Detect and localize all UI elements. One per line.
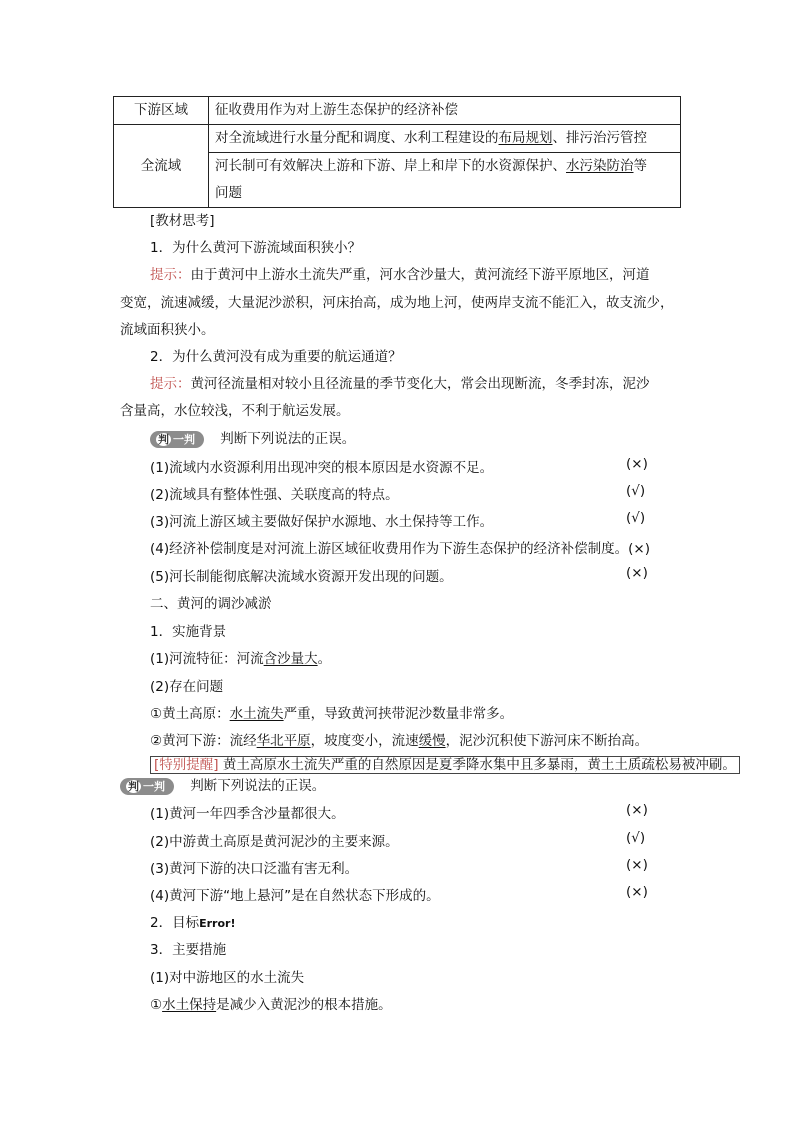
line-text: ②黄河下游：流经 [150, 733, 257, 749]
measures-heading: 3．主要措施 [150, 942, 227, 958]
answer-2-line [150, 372, 650, 392]
reminder-text: 黄土高原水土流失严重的自然原因是夏季降水集中且多暴雨，黄土土质疏松易被冲刷。 [222, 757, 736, 773]
answer-text: 由于黄河中上游水土流失严重，河水含沙量大，黄河流经下游平原地区，河道 [190, 267, 650, 283]
judge-badge-text: 一判 [173, 432, 195, 446]
judge-mark-4: (×) [628, 541, 650, 557]
judge-mark-3: (√) [626, 510, 646, 526]
underlined-term: 布局规划 [498, 130, 553, 146]
special-reminder-box [150, 756, 740, 774]
judge-title: 判断下列说法的正误。 [190, 778, 326, 794]
judge-mark-3: (×) [626, 857, 648, 873]
judge-item-1: (1)流域内水资源利用出现冲突的根本原因是水资源不足。 [150, 460, 494, 476]
line-text: 严重，导致黄河挟带泥沙数量非常多。 [283, 706, 514, 722]
reminder-tag: [特别提醒] [154, 757, 219, 773]
question-2: 2．为什么黄河没有成为重要的航运通道？ [150, 349, 402, 365]
judge-item-3: (3)黄河下游的决口泛滥有害无利。 [150, 861, 359, 877]
judge-item-3: (3)河流上游区域主要做好保护水源地、水土保持等工作。 [150, 514, 494, 530]
problem-heading: (2)存在问题 [150, 679, 224, 695]
judge-badge-char: 判 [128, 779, 139, 793]
table-row [114, 97, 681, 125]
judge-heading [150, 427, 355, 448]
line-text: 2．目标 [150, 915, 200, 931]
zone-name-cell: 下游区域 [114, 97, 209, 125]
answer-1-line: 流域面积狭小。 [120, 322, 215, 338]
underlined-term: 含沙量大 [263, 651, 318, 667]
answer-1-line: 变宽，流速减缓，大量泥沙淤积，河床抬高，成为地上河，使两岸支流不能汇入，故支流少， [120, 295, 674, 311]
section-title: 二、黄河的调沙减淤 [150, 596, 272, 612]
line-text: 是减少入黄泥沙的根本措施。 [216, 997, 392, 1013]
judge-mark-4: (×) [626, 884, 648, 900]
zone-desc-cell [209, 153, 681, 208]
table-row [114, 125, 681, 153]
line-text: 。 [317, 651, 332, 667]
underlined-term: 缓慢 [418, 733, 446, 749]
judge-mark-5: (×) [626, 565, 648, 581]
judge-badge [120, 778, 174, 795]
error-text: Error! [199, 917, 236, 930]
line-text: (1)河流特征：河流 [150, 651, 264, 667]
answer-2-line: 含量高，水位较浅，不利于航运发展。 [120, 403, 350, 419]
judge-item-4 [150, 537, 650, 557]
zone-desc-cell [209, 125, 681, 153]
measures-sub-heading: (1)对中游地区的水土流失 [150, 970, 305, 986]
desc-text: 对全流域进行水量分配和调度、水利工程建设的 [215, 130, 499, 146]
desc-text: 河长制可有效解决上游和下游、岸上和岸下的水资源保护、 [215, 158, 566, 174]
judge-item-1: (1)黄河一年四季含沙量都很大。 [150, 806, 345, 822]
judge-item-4: (4)黄河下游“地上悬河”是在自然状态下形成的。 [150, 888, 440, 904]
zone-desc-cell: 征收费用作为对上游生态保护的经济补偿 [209, 97, 681, 125]
problem-line-2 [150, 729, 648, 749]
judge-mark-1: (×) [626, 456, 648, 472]
line-text: ①黄土高原： [150, 706, 230, 722]
judge-heading [120, 774, 325, 795]
answer-text: 黄河径流量相对较小且径流量的季节变化大，常会出现断流，冬季封冻，泥沙 [190, 376, 650, 392]
underlined-term: 华北平原 [256, 733, 311, 749]
hint-label: 提示： [150, 376, 191, 392]
line-text: ，泥沙沉积使下游河床不断抬高。 [445, 733, 649, 749]
watershed-zone-table [113, 96, 681, 208]
judge-item-5: (5)河长制能彻底解决流域水资源开发出现的问题。 [150, 569, 453, 585]
desc-text: 等 [633, 158, 647, 174]
underlined-term: 水土流失 [229, 706, 284, 722]
judge-mark-2: (√) [626, 830, 646, 846]
judge-item-2: (2)中游黄土高原是黄河泥沙的主要来源。 [150, 834, 399, 850]
judge-mark-1: (×) [626, 802, 648, 818]
subsection-title: 1．实施背景 [150, 624, 227, 640]
answer-1-line [150, 263, 650, 283]
zone-name-cell: 全流域 [114, 125, 209, 208]
judge-title: 判断下列说法的正误。 [220, 431, 356, 447]
desc-text: 问题 [215, 185, 242, 201]
line-text: ，坡度变小，流速 [310, 733, 419, 749]
river-feature-line [150, 647, 331, 667]
desc-text: 、排污治污管控 [552, 130, 647, 146]
judge-item-text: (4)经济补偿制度是对河流上游区域征收费用作为下游生态保护的经济补偿制度。 [150, 541, 629, 557]
underlined-term: 水污染防治 [566, 158, 634, 174]
judge-mark-2: (√) [626, 483, 646, 499]
underlined-term: 水土保持 [162, 997, 217, 1013]
textbook-heading: [教材思考] [150, 213, 215, 229]
question-1: 1．为什么黄河下游流域面积狭小？ [150, 240, 362, 256]
judge-badge-text: 一判 [143, 779, 165, 793]
judge-badge [150, 431, 204, 448]
hint-label: 提示： [150, 267, 191, 283]
line-text: ① [150, 997, 163, 1013]
measure-line-1 [150, 993, 392, 1013]
judge-item-2: (2)流域具有整体性强、关联度高的特点。 [150, 487, 399, 503]
problem-line-1 [150, 702, 513, 722]
goal-line [150, 911, 235, 931]
judge-badge-char: 判 [158, 432, 169, 446]
